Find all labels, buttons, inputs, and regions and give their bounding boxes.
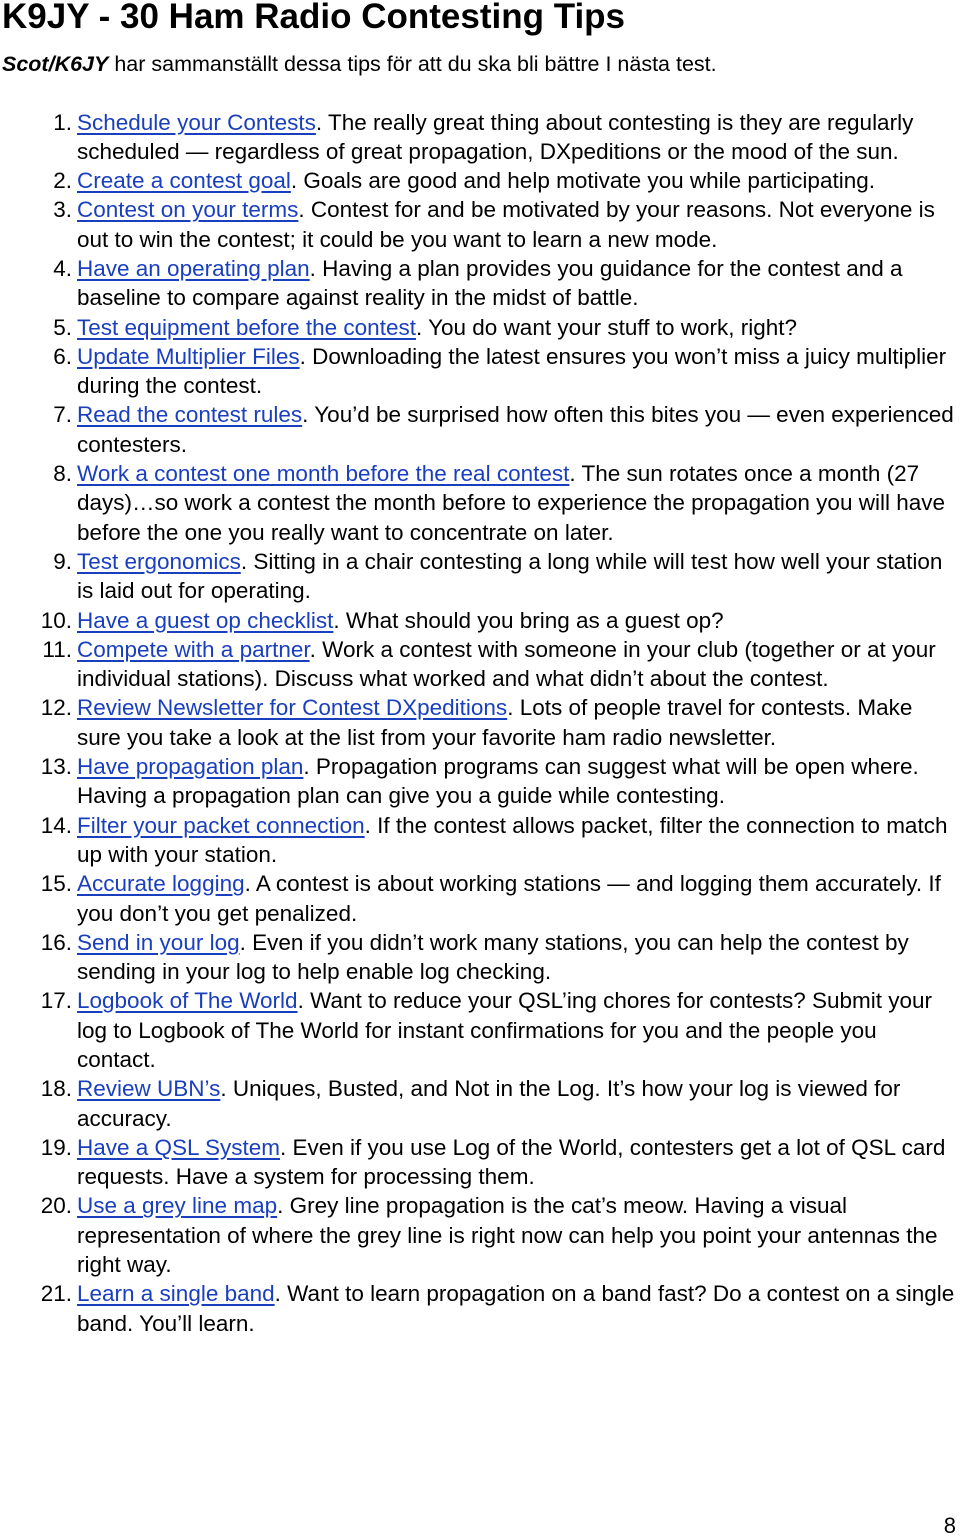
tip-item [0,254,960,313]
tip-item [0,342,960,401]
tip-text: . You do want your stuff to work, right? [415,314,798,340]
tip-item [0,195,960,254]
tip-link[interactable]: Compete with a partner [77,636,310,662]
tip-link[interactable]: Use a grey line map [77,1193,278,1219]
tip-item [0,811,960,870]
tip-link[interactable]: Accurate logging [77,871,245,897]
tip-number: 18. [40,1076,72,1102]
tip-text: . The really great thing about contesting is they are regularly scheduled — regardless of great propagation, DXpeditions or the mood of the sun. [77,109,914,164]
tip-link[interactable]: Update Multiplier Files [77,343,300,369]
tip-text: . Grey line propagation is the cat’s meow. Having a visual representation of where the grey line is right now can help you point your antennas the right way. [77,1193,938,1278]
subtitle [2,49,717,79]
tip-item [0,1074,960,1133]
subtitle-author: Scot/K6JY [2,52,109,76]
tip-item [0,166,960,195]
tip-link[interactable]: Have an operating plan [77,255,310,281]
tip-item [0,1133,960,1192]
tip-link[interactable]: Test equipment before the contest [77,314,416,340]
tip-text: . Goals are good and help motivate you while participating. [290,168,875,194]
tip-number: 21. [40,1281,72,1307]
tip-number: 19. [40,1134,72,1160]
tips-list [0,108,960,1338]
tip-number: 20. [40,1193,72,1219]
tip-text: . Contest for and be motivated by your reasons. Not everyone is out to win the contest; it could be you want to learn a new mode. [77,197,935,252]
tip-item [0,693,960,752]
tip-number: 8. [53,461,72,487]
tip-text: . A contest is about working stations — and logging them accurately. If you don’t you get penalized. [77,871,941,926]
page-number: 8 [943,1513,956,1538]
tip-number: 5. [53,314,72,340]
tip-item [0,459,960,547]
tip-number: 15. [40,871,72,897]
tip-item [0,1279,960,1338]
tip-number: 2. [53,168,72,194]
tip-number: 11. [42,636,72,662]
tip-number: 12. [40,695,72,721]
tip-link[interactable]: Filter your packet connection [77,812,365,838]
tip-text: . Work a contest with someone in your club (together or at your individual stations). Discuss what worked and what didn’t about the contest. [77,636,936,692]
tip-link[interactable]: Have propagation plan [77,754,304,780]
tip-link[interactable]: Create a contest goal [77,168,291,194]
tip-text: . Lots of people travel for contests. Make sure you take a look at the list from your favorite ham radio newsletter. [77,695,913,750]
tip-link[interactable]: Send in your log [77,929,240,955]
tip-item [0,928,960,987]
tip-text: . Even if you didn’t work many stations, you can help the contest by sending in your log to help enable log checking. [77,929,909,985]
tip-link[interactable]: Test ergonomics [77,548,241,574]
tip-item [0,313,960,342]
tip-link[interactable]: Schedule your Contests [77,109,316,135]
tip-item [0,606,960,635]
tip-link[interactable]: Logbook of The World [77,988,298,1014]
tip-text: . Uniques, Busted, and Not in the Log. It’s how your log is viewed for accuracy. [77,1076,901,1131]
tip-number: 13. [40,754,72,780]
tip-number: 6. [53,343,72,369]
tip-text: . Sitting in a chair contesting a long while will test how well your station is laid out for operating. [77,548,943,604]
tip-link[interactable]: Contest on your terms [77,197,299,223]
tip-item [0,547,960,606]
tip-text: . What should you bring as a guest op? [333,607,724,633]
tip-item [0,1191,960,1279]
tip-text: . Downloading the latest ensures you won’t miss a juicy multiplier during the contest. [77,343,947,399]
tip-item [0,635,960,694]
tip-text: . If the contest allows packet, filter the connection to match up with your station. [77,812,948,867]
tip-link[interactable]: Read the contest rules [77,402,303,428]
subtitle-text: har sammanställt dessa tips för att du ska bli bättre I nästa test. [108,52,717,76]
tip-link[interactable]: Have a QSL System [77,1134,280,1160]
tip-item [0,752,960,811]
tip-text: . You’d be surprised how often this bites you — even experienced contesters. [77,402,954,457]
tip-item [0,108,960,167]
tip-number: 4. [53,255,72,281]
tip-link[interactable]: Review UBN’s [77,1076,221,1102]
tip-text: . Want to learn propagation on a band fast? Do a contest on a single band. You’ll learn. [77,1281,955,1336]
tip-link[interactable]: Have a guest op checklist [77,607,334,633]
tip-number: 1. [53,109,72,135]
tip-number: 17. [40,988,72,1014]
tip-number: 3. [53,197,72,223]
tip-text: . The sun rotates once a month (27 days)…so work a contest the month before to experience the propagation you will have before the one you really want to concentrate on later. [77,461,945,545]
tip-link[interactable]: Learn a single band [77,1281,275,1307]
tip-number: 7. [53,402,72,428]
tip-text: . Propagation programs can suggest what will be open where. Having a propagation plan can give you a guide while contesting. [77,754,919,809]
tip-link[interactable]: Work a contest one month before the real contest [77,461,570,487]
tip-link[interactable]: Review Newsletter for Contest DXpeditions [77,695,508,721]
tip-number: 9. [53,548,72,574]
tip-number: 16. [40,929,72,955]
tip-text: . Want to reduce your QSL’ing chores for contests? Submit your log to Logbook of The World for instant confirmations for you and the people you contact. [77,988,933,1072]
tip-number: 14. [40,812,72,838]
tip-number: 10. [40,607,72,633]
document-title: K9JY - 30 Ham Radio Contesting Tips [2,0,626,36]
tip-item [0,400,960,459]
tip-item [0,986,960,1074]
tip-text: . Having a plan provides you guidance for the contest and a baseline to compare against reality in the midst of battle. [77,255,903,311]
tip-item [0,869,960,928]
tip-text: . Even if you use Log of the World, contesters get a lot of QSL card requests. Have a system for processing them. [77,1134,946,1190]
